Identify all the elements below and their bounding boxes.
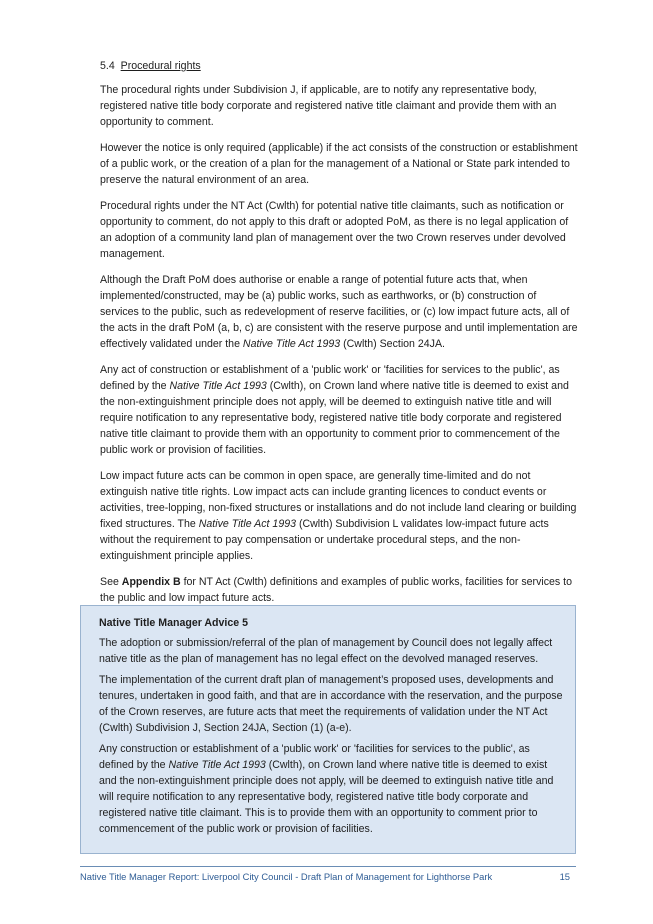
section-number: 5.4 xyxy=(100,60,115,72)
footer-text: Native Title Manager Report: Liverpool City Council - Draft Plan of Management for Lighthorse Park xyxy=(80,871,493,882)
paragraph-6: Low impact future acts can be common in open space, are generally time-limited and do not extinguish native title rights. Low impact acts can include granting licences to conduct events or activities, tree-lopping, non-fixed structures or installations and do not include land clearing or building fixed structures. The Native Title Act 1993 (Cwlth) Subdivision L validates low-impact future acts without the requirement to pay compensation or undertake procedural steps, and the non-extinguishment principle applies. xyxy=(100,470,577,562)
paragraph-4: Although the Draft PoM does authorise or enable a range of potential future acts that, when implemented/constructed, may be (a) public works, such as earthworks, or (b) construction of services to the public, such as redevelopment of reserve facilities, or (c) low impact future acts, all of the acts in the draft PoM (a, b, c) are consistent with the reserve purpose and until implementation are effectively validated under the Native Title Act 1993 (Cwlth) Section 24JA. xyxy=(100,274,578,350)
document-body xyxy=(100,58,578,616)
paragraph-1: The procedural rights under Subdivision J, if applicable, are to notify any representative body, registered native title body corporate and registered native title claimant and provide them with an opportunity to comment. xyxy=(100,84,557,128)
page-footer xyxy=(80,871,576,882)
paragraph-7: See Appendix B for NT Act (Cwlth) definitions and examples of public works, facilities for services to the public and low impact future acts. xyxy=(100,576,572,604)
advice-paragraph-2: The implementation of the current draft plan of management’s proposed uses, developments and tenures, undertaken in good faith, and that are in accordance with the reservation, and the purpose of the Crown reserves, are future acts that meet the requirements of validation under the NT Act (Cwlth) Subdivision J, Section 24JA, Section (1) (a-e). xyxy=(99,674,563,734)
advice-box xyxy=(80,605,576,854)
advice-title: Native Title Manager Advice 5 xyxy=(99,617,248,629)
appendix-reference: Appendix B xyxy=(121,576,181,588)
paragraph-2: However the notice is only required (applicable) if the act consists of the construction or establishment of a public work, or the creation of a plan for the management of a National or State park intended to preserve the natural environment of an area. xyxy=(100,142,578,186)
advice-paragraph-1: The adoption or submission/referral of the plan of management by Council does not legally affect native title as the plan of management has no legal effect on the devolved managed reserves. xyxy=(99,637,553,665)
section-heading xyxy=(100,58,578,74)
paragraph-5: Any act of construction or establishment of a 'public work' or 'facilities for services to the public', as defined by the Native Title Act 1993 (Cwlth), on Crown land where native title is deemed to exist and the non-extinguishment principle does not apply, will be deemed to extinguish native title and will require notification to any representative body, registered native title body corporate and registered native title claimant to provide them with an opportunity to comment prior to commencement of the public work or provision of facilities. xyxy=(100,364,569,456)
paragraph-3: Procedural rights under the NT Act (Cwlth) for potential native title claimants, such as notification or opportunity to comment, do not apply to this draft or adopted PoM, as there is no legal application of an adoption of a community land plan of management over the two Crown reserves under devolved management. xyxy=(100,200,569,260)
advice-paragraph-3: Any construction or establishment of a 'public work' or 'facilities for services to the public', as defined by the Native Title Act 1993 (Cwlth), on Crown land where native title is deemed to exist and the non-extinguishment principle does not apply, will be deemed to extinguish native title and will require notification to any representative body, registered native title body corporate and registered native title claimant. This is to provide them with an opportunity to comment prior to commencement of the public work or provision of facilities. xyxy=(99,743,554,835)
page-number: 15 xyxy=(559,871,570,882)
section-title: Procedural rights xyxy=(120,60,201,72)
footer-divider xyxy=(80,866,576,867)
